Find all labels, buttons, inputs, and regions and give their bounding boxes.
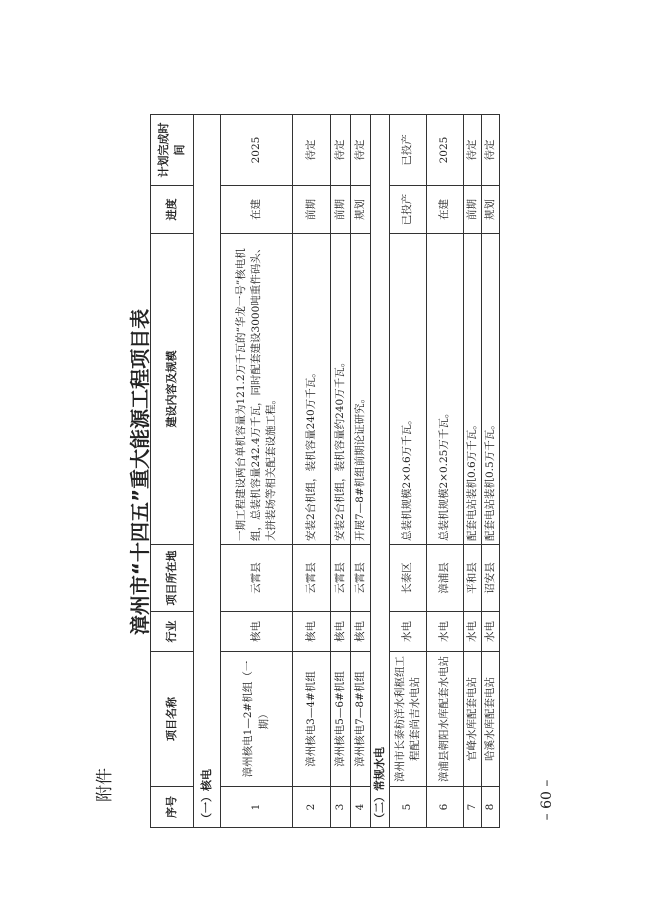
header-completion-time: 计划完成时间 <box>151 115 194 186</box>
page-number: – 60 – <box>539 779 555 821</box>
header-progress: 进度 <box>151 186 194 234</box>
cell-completion-time: 待定 <box>293 115 331 186</box>
table-row <box>221 115 293 828</box>
cell-project-name: 漳浦县朝阳水库配套水电站 <box>426 652 463 787</box>
cell-content-scale: 安装2台机组，装机容量约240万千瓦。 <box>331 234 351 545</box>
cell-index: 1 <box>221 787 293 828</box>
cell-index: 6 <box>426 787 463 828</box>
table-row <box>463 115 481 828</box>
cell-completion-time: 2025 <box>426 115 463 186</box>
cell-industry: 水电 <box>463 612 481 652</box>
section-label: （二）常规水电 <box>371 115 390 828</box>
cell-progress: 已投产 <box>389 186 426 234</box>
cell-location: 云霄县 <box>331 545 351 612</box>
header-project-name: 项目名称 <box>151 652 194 787</box>
cell-completion-time: 已投产 <box>389 115 426 186</box>
cell-project-name: 哈溪水库配套电站 <box>482 652 500 787</box>
cell-progress: 在建 <box>221 186 293 234</box>
cell-completion-time: 2025 <box>221 115 293 186</box>
cell-progress: 规划 <box>351 186 371 234</box>
cell-project-name: 漳州核电5—6#机组 <box>331 652 351 787</box>
cell-index: 7 <box>463 787 481 828</box>
section-row <box>194 115 221 828</box>
cell-progress: 在建 <box>426 186 463 234</box>
cell-location: 漳浦县 <box>426 545 463 612</box>
cell-completion-time: 待定 <box>331 115 351 186</box>
cell-completion-time: 待定 <box>351 115 371 186</box>
cell-industry: 水电 <box>389 612 426 652</box>
cell-location: 云霄县 <box>293 545 331 612</box>
cell-content-scale: 配套电站装机0.6万千瓦。 <box>463 234 481 545</box>
table-row <box>482 115 500 828</box>
project-table-wrapper <box>150 115 497 828</box>
cell-index: 2 <box>293 787 331 828</box>
project-table <box>150 114 500 828</box>
cell-index: 4 <box>351 787 371 828</box>
cell-index: 5 <box>389 787 426 828</box>
table-row <box>331 115 351 828</box>
cell-industry: 核电 <box>293 612 331 652</box>
table-header-row <box>151 115 194 828</box>
cell-industry: 核电 <box>331 612 351 652</box>
cell-project-name: 漳州核电3—4#机组 <box>293 652 331 787</box>
cell-industry: 水电 <box>426 612 463 652</box>
table-row <box>351 115 371 828</box>
cell-location: 诏安县 <box>482 545 500 612</box>
cell-content-scale: 开展7—8#机组前期论证研究。 <box>351 234 371 545</box>
header-location: 项目所在地 <box>151 545 194 612</box>
table-row <box>389 115 426 828</box>
cell-progress: 前期 <box>463 186 481 234</box>
cell-location: 云霄县 <box>221 545 293 612</box>
cell-index: 8 <box>482 787 500 828</box>
section-label: （一）核电 <box>194 115 221 828</box>
cell-project-name: 官峰水库配套电站 <box>463 652 481 787</box>
cell-completion-time: 待定 <box>482 115 500 186</box>
cell-progress: 前期 <box>331 186 351 234</box>
cell-index: 3 <box>331 787 351 828</box>
cell-content-scale: 总装机规模2×0.25万千瓦。 <box>426 234 463 545</box>
cell-industry: 核电 <box>221 612 293 652</box>
page-title: 漳州市“十四五”重大能源工程项目表 <box>128 308 152 636</box>
header-content-scale: 建设内容及规模 <box>151 234 194 545</box>
cell-content-scale: 总装机规模2×0.6万千瓦。 <box>389 234 426 545</box>
cell-project-name: 漳州核电1—2#机组（一期） <box>221 652 293 787</box>
cell-industry: 核电 <box>351 612 371 652</box>
cell-progress: 前期 <box>293 186 331 234</box>
table-row <box>426 115 463 828</box>
header-index: 序号 <box>151 787 194 828</box>
cell-project-name: 漳州市长泰枋洋水利枢纽工程配套尚吉水电站 <box>389 652 426 787</box>
cell-location: 云霄县 <box>351 545 371 612</box>
cell-content-scale: 配套电站装机0.5万千瓦。 <box>482 234 500 545</box>
table-row <box>293 115 331 828</box>
cell-content-scale: 安装2台机组，装机容量240万千瓦。 <box>293 234 331 545</box>
cell-progress: 规划 <box>482 186 500 234</box>
attachment-label: 附件 <box>95 768 115 802</box>
cell-location: 平和县 <box>463 545 481 612</box>
cell-industry: 水电 <box>482 612 500 652</box>
cell-project-name: 漳州核电7—8#机组 <box>351 652 371 787</box>
cell-location: 长泰区 <box>389 545 426 612</box>
cell-completion-time: 待定 <box>463 115 481 186</box>
header-industry: 行业 <box>151 612 194 652</box>
section-row <box>371 115 390 828</box>
cell-content-scale: 一期工程建设两台单机容量为121.2万千瓦的“华龙一号”核电机组，总装机容量242.4万千瓦，同时配套建设3000吨重件码头、大拼装场等相关配套设施工程。 <box>221 234 293 545</box>
